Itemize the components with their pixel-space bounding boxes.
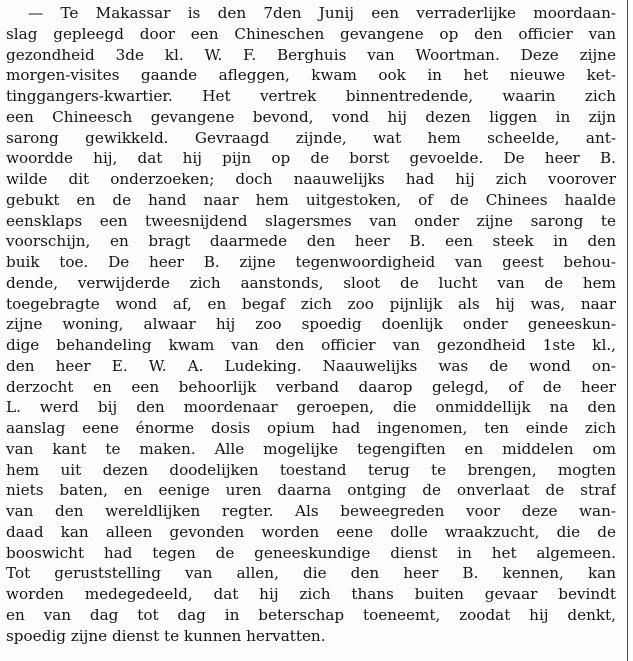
article-line: sarong gewikkeld. Gevraagd zijnde, wat hem scheelde, ant-	[6, 128, 616, 147]
article-line: daad kan alleen gevonden worden eene dolle wraakzucht, die de	[6, 522, 616, 541]
article-line: hem uit dezen doodelijken toestand terug te brengen, mogten	[6, 460, 616, 479]
news-article	[6, 3, 616, 646]
article-line: en van dag tot dag in beterschap toeneemt, zoodat hij denkt,	[6, 605, 616, 624]
article-line: dende, verwijderde zich aanstonds, sloot de lucht van de hem	[6, 273, 616, 292]
article-line: toegebragte wond af, en begaf zich zoo pijnlijk als hij was, naar	[6, 294, 616, 313]
article-line: morgen-visites gaande afleggen, kwam ook in het nieuwe ket-	[6, 66, 616, 85]
article-line: gezondheid 3de kl. W. F. Berghuis van Woortman. Deze zijne	[6, 45, 616, 64]
article-line: zijne woning, alwaar hij zoo spoedig doenlijk onder geneeskun-	[6, 315, 616, 334]
article-line: aanslag eene énorme dosis opium had ingenomen, ten einde zich	[6, 419, 616, 437]
column-rule	[627, 0, 628, 661]
article-line: den heer E. W. A. Ludeking. Naauwelijks was de wond on-	[6, 356, 616, 375]
article-line: buik toe. De heer B. zijne tegenwoordigheid van geest behou-	[6, 253, 616, 271]
article-line: derzocht en een behoorlijk verband daarop gelegd, of de heer	[6, 377, 616, 396]
article-line: slag gepleegd door een Chineschen gevangene op den officier van	[6, 24, 616, 43]
article-line: dige behandeling kwam van den officier van gezondheid 1ste kl.,	[6, 336, 616, 354]
article-line: spoedig zijne dienst te kunnen hervatten.	[6, 626, 326, 645]
article-line: wilde dit onderzoeken; doch naauwelijks had hij zich voorover	[6, 170, 616, 188]
article-line: — Te Makassar is den 7den Junij een verraderlijke moordaan-	[28, 4, 616, 22]
article-line: een Chineesch gevangene bevond, vond hij dezen liggen in zijn	[6, 107, 616, 126]
article-line: L. werd bij den moordenaar geroepen, die onmiddellijk na den	[6, 398, 616, 417]
article-line: eensklaps een tweesnijdend slagersmes van onder zijne sarong te	[6, 211, 616, 230]
article-line: niets baten, en eenige uren daarna ontging de onverlaat de straf	[6, 481, 616, 500]
article-line: voorschijn, en bragt daarmede den heer B. een steek in den	[6, 232, 616, 251]
article-line: worden medegedeeld, dat hij zich thans buiten gevaar bevindt	[6, 585, 616, 603]
article-line: booswicht had tegen de geneeskundige dienst in het algemeen.	[6, 543, 616, 562]
article-line: tinggangers-kwartier. Het vertrek binnentredende, waarin zich	[6, 87, 616, 105]
article-line: gebukt en de hand naar hem uitgestoken, of de Chinees haalde	[6, 190, 616, 209]
article-line: van kant te maken. Alle mogelijke tegengiften en middelen om	[6, 439, 616, 458]
article-line: van den wereldlijken regter. Als beweegreden voor deze wan-	[6, 502, 616, 520]
article-line: Tot geruststelling van allen, die den heer B. kennen, kan	[6, 564, 616, 583]
article-line: woordde hij, dat hij pijn op de borst gevoelde. De heer B.	[6, 149, 616, 168]
